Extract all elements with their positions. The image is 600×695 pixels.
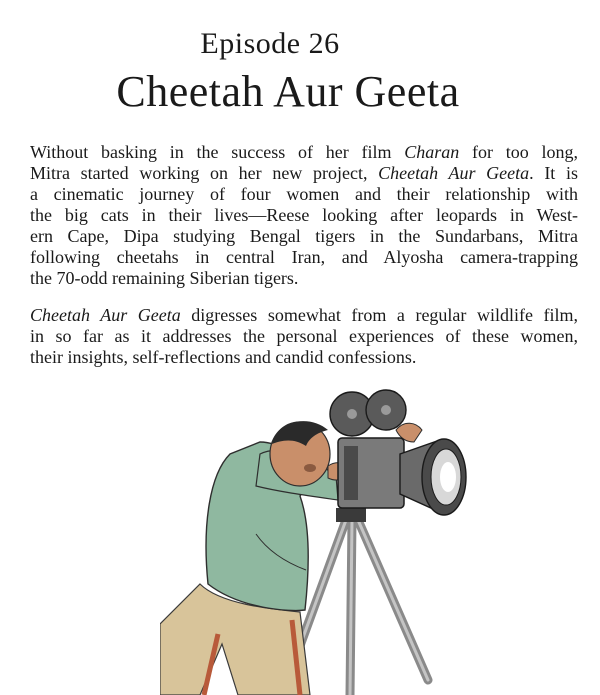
paragraph-line: the big cats in their lives—Reese looking after leopards in West-: [30, 205, 578, 225]
paragraph-line: Cheetah Aur Geeta digresses somewhat from a regular wildlife film,: [30, 305, 579, 325]
paragraph-line: following cheetahs in central Iran, and Alyosha camera-trapping: [30, 247, 578, 267]
paragraph-line: Mitra started working on her new project, Cheetah Aur Geeta. It is: [30, 163, 578, 183]
paragraph-2: [30, 305, 578, 368]
paragraph-line: their insights, self-reflections and candid confessions.: [30, 347, 417, 367]
paragraph-1: [30, 142, 578, 289]
paragraph-line: ern Cape, Dipa studying Bengal tigers in the Sundarbans, Mitra: [30, 226, 578, 246]
head: [270, 421, 330, 486]
paragraph-line: in so far as it addresses the personal experiences of these women,: [30, 326, 578, 346]
paragraph-line: the 70-odd remaining Siberian tigers.: [30, 268, 299, 288]
movie-camera: [330, 390, 466, 515]
page-title: Cheetah Aur Geeta: [116, 67, 460, 116]
paragraph-line: Without basking in the success of her film Charan for too long,: [30, 142, 578, 162]
paragraph-line: a cinematic journey of four women and their relationship with: [30, 184, 578, 204]
episode-label: Episode 26: [200, 27, 340, 60]
cameraman-illustration: [160, 384, 480, 695]
